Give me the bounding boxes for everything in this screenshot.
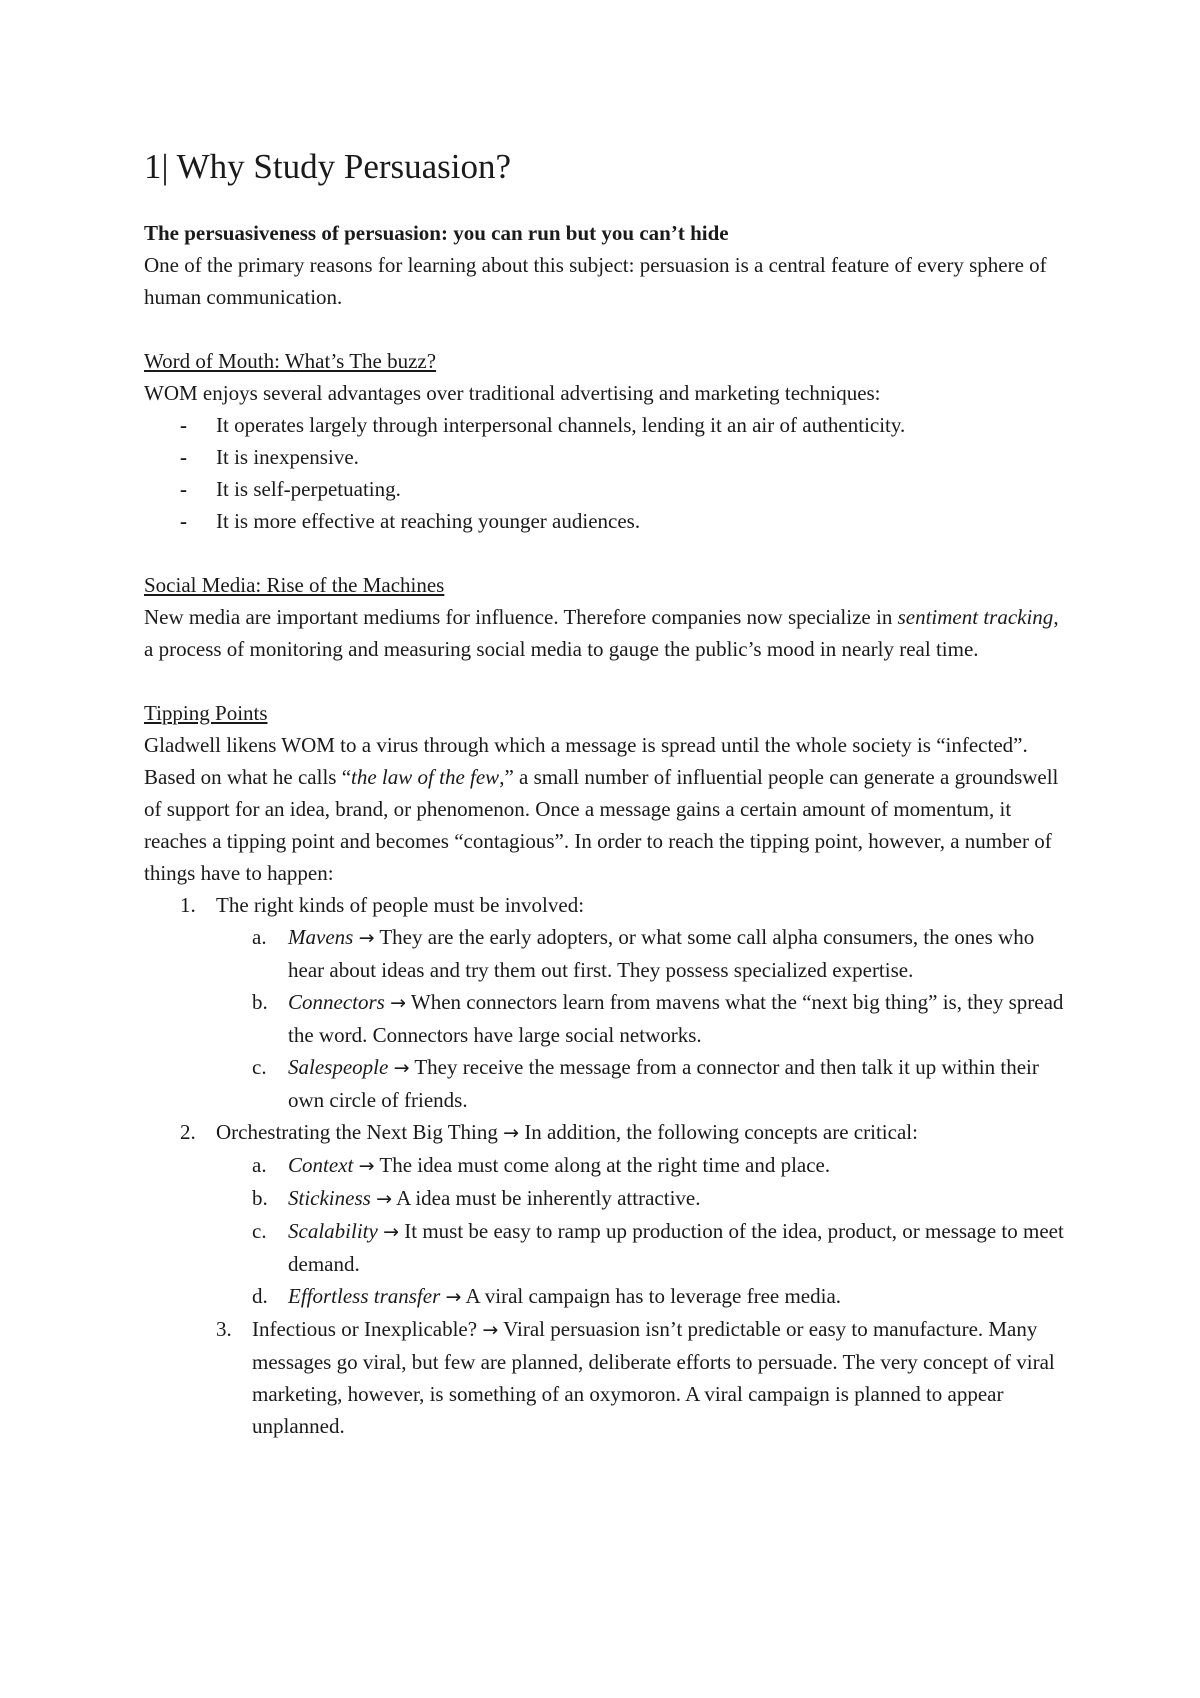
term-stickiness: Stickiness — [288, 1186, 371, 1210]
right-arrow-icon: → — [390, 992, 406, 1014]
term-mavens: Mavens — [288, 925, 354, 949]
list-item: 1. The right kinds of people must be involved: a. Mavens → They are the early adopters, or what some call alpha consumers, the ones who hear about ideas and try them out first. They possess specialized expertise. b. Connectors → When connectors learn from mavens what the “next big thing” is, they spread the word. Connectors have large social networks. c. Salespeople → They receive the message from a connector and then talk it up within their own circle of friends. — [144, 889, 1064, 1116]
term-sentiment-tracking: sentiment tracking — [897, 605, 1054, 629]
sub-list — [216, 1149, 1064, 1313]
section-heading-social-media: Social Media: Rise of the Machines — [144, 573, 445, 597]
list-item: - It is inexpensive. — [216, 441, 1064, 473]
list-item: a. Context → The idea must come along at the right time and place. — [252, 1153, 831, 1177]
list-item: 3. Infectious or Inexplicable? → Viral persuasion isn’t predictable or easy to manufacture. Many messages go viral, but few are planned, deliberate efforts to persuade. The very concept of viral marketing, however, is something of an oxymoron. A viral campaign is planned to appear unplanned. — [144, 1313, 1064, 1442]
right-arrow-icon: → — [358, 927, 375, 949]
section-text-persuasiveness: One of the primary reasons for learning about this subject: persuasion is a central feature of every sphere of human communication. — [144, 253, 1047, 309]
tipping-paragraph: Gladwell likens WOM to a virus through which a message is spread until the whole society is “infected”. Based on what he calls “the law of the few,” a small number of influential people can generate a groundswell of support for an idea, brand, or phenomenon. Once a message gains a certain amount of momentum, it reaches a tipping point and becomes “contagious”. In order to reach the tipping point, however, a number of things have to happen: — [144, 733, 1059, 885]
right-arrow-icon: → — [383, 1221, 399, 1243]
right-arrow-icon: → — [393, 1057, 410, 1079]
list-item: - It operates largely through interpersonal channels, lending it an air of authenticity. — [216, 409, 1064, 441]
right-arrow-icon: → — [503, 1122, 520, 1144]
term-scalability: Scalability — [288, 1219, 378, 1243]
list-number: 1. — [180, 893, 196, 917]
section-heading-persuasiveness: The persuasiveness of persuasion: you can run but you can’t hide — [144, 221, 729, 245]
page-title: 1| Why Study Persuasion? — [144, 147, 512, 186]
term-context: Context — [288, 1153, 354, 1177]
list-item: c. Salespeople → They receive the message from a connector and then talk it up within their own circle of friends. — [252, 1055, 1039, 1112]
wom-intro: WOM enjoys several advantages over traditional advertising and marketing techniques: — [144, 381, 881, 405]
list-item: b. Connectors → When connectors learn from mavens what the “next big thing” is, they spread the word. Connectors have large social networks. — [252, 990, 1064, 1047]
list-item: 2. Orchestrating the Next Big Thing → In addition, the following concepts are critical: a. Context → The idea must come along at the right time and place. b. Stickiness → A idea must be inherently attractive. c. Scalability → It must be easy to ramp up production of the idea, product, or message to meet demand. d. Effortless transfer → A viral campaign has to leverage free media. — [144, 1116, 1064, 1313]
term-effortless-transfer: Effortless transfer — [288, 1284, 441, 1308]
list-number: 3. — [216, 1317, 232, 1341]
list-item: - It is more effective at reaching younger audiences. — [216, 505, 1064, 537]
wom-bullet-list — [144, 409, 1064, 537]
section-heading-wom: Word of Mouth: What’s The buzz? — [144, 349, 437, 373]
document-page — [144, 145, 1064, 1442]
right-arrow-icon: → — [482, 1319, 499, 1341]
right-arrow-icon: → — [376, 1188, 392, 1210]
list-item: d. Effortless transfer → A viral campaign has to leverage free media. — [252, 1284, 842, 1308]
sub-list — [216, 921, 1064, 1116]
term-salespeople: Salespeople — [288, 1055, 389, 1079]
tipping-numbered-list — [144, 889, 1064, 1442]
term-law-of-the-few: the law of the few — [351, 765, 500, 789]
section-heading-tipping-points: Tipping Points — [144, 701, 268, 725]
right-arrow-icon: → — [358, 1155, 375, 1177]
list-item: a. Mavens → They are the early adopters, or what some call alpha consumers, the ones who hear about ideas and try them out first. They possess specialized expertise. — [252, 925, 1035, 982]
term-connectors: Connectors — [288, 990, 385, 1014]
list-number: 2. — [180, 1120, 196, 1144]
list-item: c. Scalability → It must be easy to ramp up production of the idea, product, or message to meet demand. — [252, 1219, 1064, 1276]
social-media-paragraph: New media are important mediums for influence. Therefore companies now specialize in sentiment tracking, a process of monitoring and measuring social media to gauge the public’s mood in nearly real time. — [144, 605, 1059, 661]
list-item: - It is self-perpetuating. — [216, 473, 1064, 505]
list-item: b. Stickiness → A idea must be inherently attractive. — [252, 1186, 701, 1210]
right-arrow-icon: → — [445, 1286, 462, 1308]
